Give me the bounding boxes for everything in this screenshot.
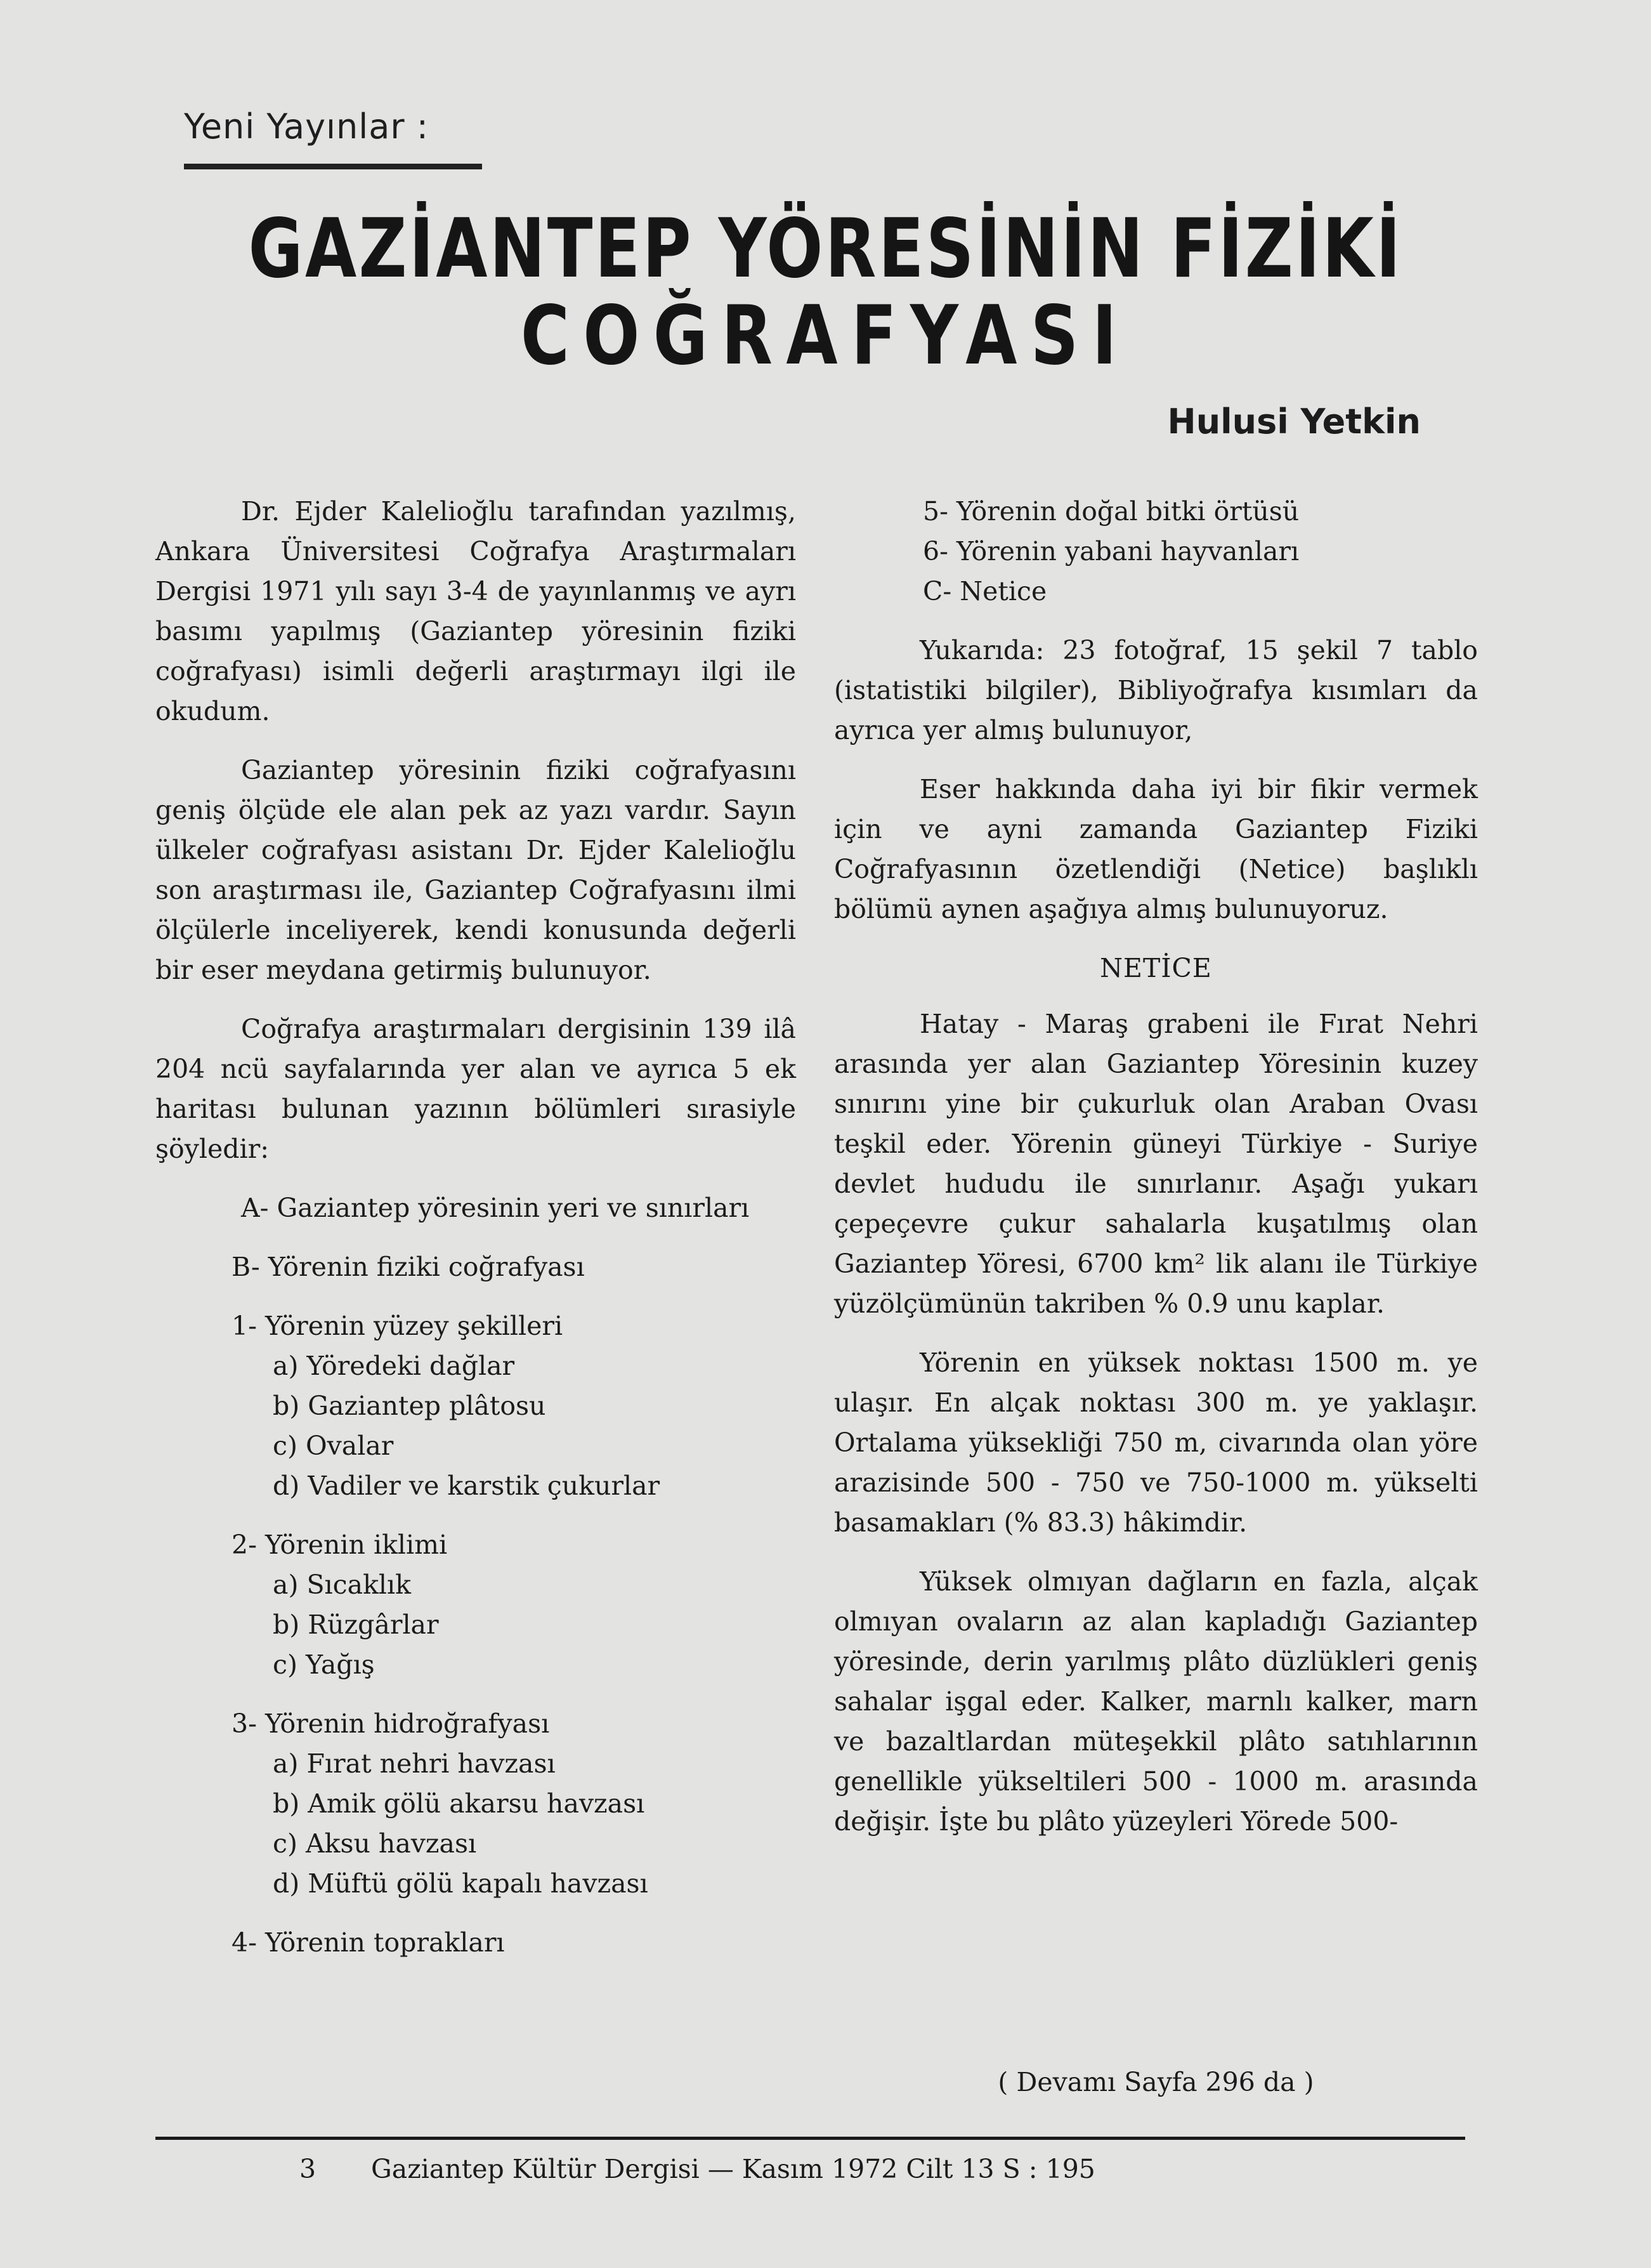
continued-note: ( Devamı Sayfa 296 da ) (998, 2067, 1314, 2097)
article-title-line-2: COĞRAFYASI (520, 289, 1131, 383)
author-name: Hulusi Yetkin (1167, 402, 1421, 442)
outline-item-1c: c) Ovalar (273, 1431, 394, 1461)
outline-item-3d: d) Müftü gölü kapalı havzası (273, 1868, 648, 1899)
intro-paragraph: Dr. Ejder Kalelioğlu tarafından yazılmış, Ankara Üniversitesi Coğrafya Araştırmaları Dergisi 1971 yılı sayı 3-4 de yayınlanmış ve ayrı basımı yapılmış (Gaziantep yöresinin fiziki coğrafyası) isimli değerli araştırmayı ilgi ile okudum. (155, 496, 796, 726)
publication-info: Gaziantep Kültür Dergisi — Kasım 1972 Cilt 13 S : 195 (371, 2154, 1095, 2184)
outline-item-5: 5- Yörenin doğal bitki örtüsü (923, 496, 1300, 527)
outline-item-1b: b) Gaziantep plâtosu (273, 1391, 546, 1421)
outline-item-4: 4- Yörenin toprakları (232, 1927, 505, 1958)
outline-item-2: 2- Yörenin iklimi (232, 1530, 448, 1560)
sections-paragraph: Coğrafya araştırmaları dergisinin 139 ilâ 204 ncü sayfalarında yer alan ve ayrıca 5 ek haritası bulunan yazının bölümleri sırasiyle şöyledir: (155, 1014, 796, 1164)
outline-item-1a: a) Yöredeki dağlar (273, 1351, 515, 1381)
section-underline (184, 164, 482, 169)
outline-item-6: 6- Yörenin yabani hayvanları (923, 536, 1300, 567)
about-paragraph: Eser hakkında daha iyi bir fikir vermek için ve ayni zamanda Gaziantep Fiziki Coğrafyasının özetlendiği (Netice) başlıklı bölümü aynen aşağıya almış bulunuyoruz. (834, 774, 1478, 924)
outline-item-b: B- Yörenin fiziki coğrafyası (232, 1252, 585, 1282)
outline-item-1: 1- Yörenin yüzey şekilleri (232, 1311, 563, 1341)
outline-item-1d: d) Vadiler ve karstik çukurlar (273, 1471, 660, 1501)
outline-item-3b: b) Amik gölü akarsu havzası (273, 1788, 645, 1819)
footer-rule (155, 2137, 1465, 2140)
right-column (834, 492, 1478, 1861)
outline-item-c: C- Netice (923, 576, 1047, 606)
outline-item-2c: c) Yağış (273, 1649, 375, 1680)
outline-item-3: 3- Yörenin hidroğrafyası (232, 1708, 550, 1739)
netice-paragraph-3: Yüksek olmıyan dağların en fazla, alçak olmıyan ovaların az alan kapladığı Gaziantep yöresinde, derin yarılmış plâto düzlükleri geniş sahalar işgal eder. Kalker, marnlı kalker, marn ve bazaltlardan müteşekkil plâto satıhlarının genellikle yükseltileri 500 - 1000 m. arasında değişir. İşte bu plâto yüzeyleri Yörede 500- (834, 1566, 1478, 1837)
contents-paragraph: Yukarıda: 23 fotoğraf, 15 şekil 7 tablo (istatistiki bilgiler), Bibliyoğrafya kısımları da ayrıca yer almış bulunuyor, (834, 635, 1478, 745)
section-label: Yeni Yayınlar : (184, 107, 429, 147)
outline-item-3a: a) Fırat nehri havzası (273, 1748, 556, 1779)
outline-item-2a: a) Sıcaklık (273, 1570, 411, 1600)
left-column (155, 492, 796, 1963)
netice-heading: NETİCE (1100, 953, 1212, 983)
outline-item-3c: c) Aksu havzası (273, 1828, 477, 1859)
outline-item-a: A- Gaziantep yöresinin yeri ve sınırları (241, 1193, 750, 1223)
page-number: 3 (299, 2154, 316, 2184)
summary-paragraph: Gaziantep yöresinin fiziki coğrafyasını geniş ölçüde ele alan pek az yazı vardır. Sayın ülkeler coğrafyası asistanı Dr. Ejder Kalelioğlu son araştırması ile, Gaziantep Coğrafyasını ilmi ölçülerle inceliyerek, kendi konusunda değerli bir eser meydana getirmiş bulunuyor. (155, 755, 796, 985)
netice-paragraph-1: Hatay - Maraş grabeni ile Fırat Nehri arasında yer alan Gaziantep Yöresinin kuzey sınırını yine bir çukurluk olan Araban Ovası teşkil eder. Yörenin güneyi Türkiye - Suriye devlet hududu ile sınırlanır. Aşağı yukarı çepeçevre çukur sahalarla kuşatılmış olan Gaziantep Yöresi, 6700 km² lik alanı ile Türkiye yüzölçümünün takriben % 0.9 unu kaplar. (834, 1009, 1478, 1319)
article-title-line-1: GAZİANTEP YÖRESİNİN FİZİKİ (248, 202, 1403, 296)
netice-paragraph-2: Yörenin en yüksek noktası 1500 m. ye ulaşır. En alçak noktası 300 m. ye yaklaşır. Ortalama yüksekliği 750 m, civarında olan yöre arazisinde 500 - 750 ve 750-1000 m. yükselti basamakları (% 83.3) hâkimdir. (834, 1347, 1478, 1538)
outline-item-2b: b) Rüzgârlar (273, 1609, 439, 1640)
